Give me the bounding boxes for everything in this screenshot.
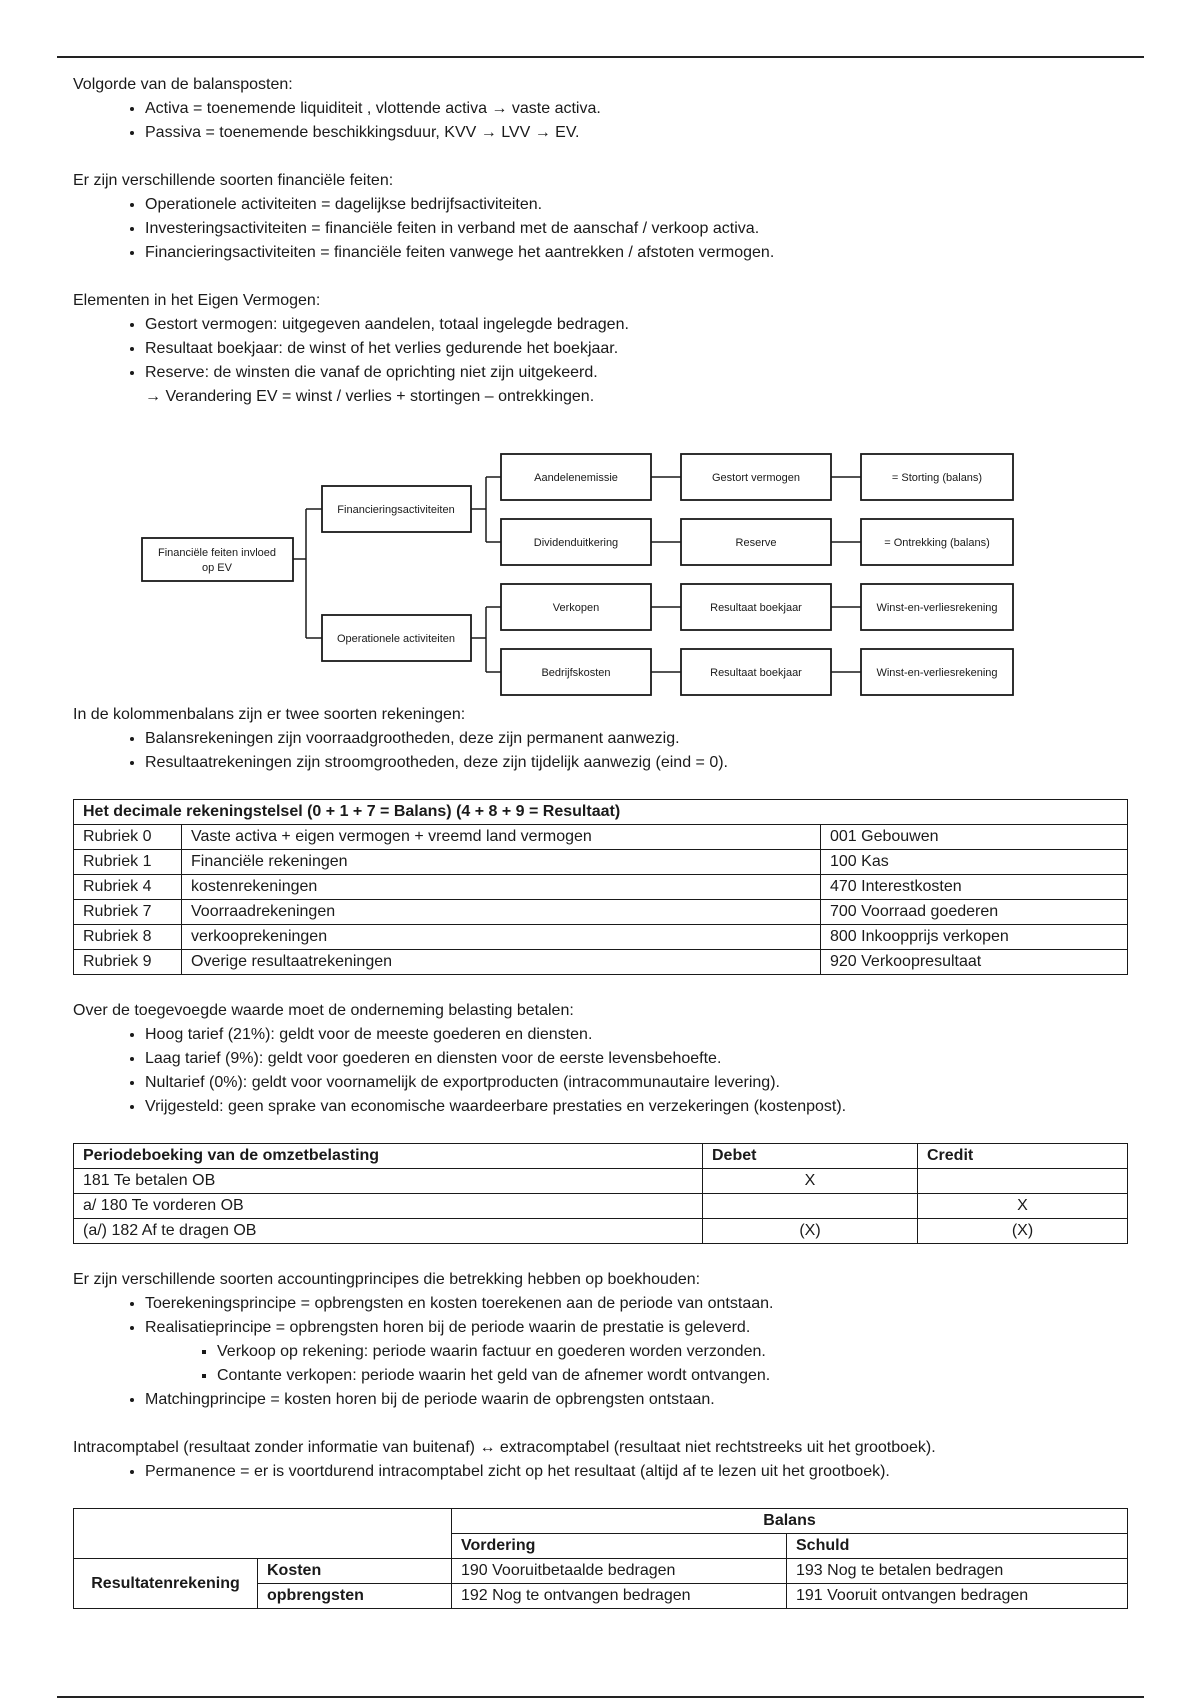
table-cell: Rubriek 9 xyxy=(74,950,182,975)
table-cell: X xyxy=(918,1194,1128,1219)
list-item: ▪ Verkoop op rekening: periode waarin factuur en goederen worden verzonden. xyxy=(217,1340,1133,1364)
table-row-label: opbrengsten xyxy=(258,1584,452,1609)
row4-a-label: Bedrijfskosten xyxy=(541,667,611,679)
list-item: • Reserve: de winsten die vanaf de oprichting niet zijn uitgekeerd. xyxy=(145,361,1133,385)
table-header-row xyxy=(74,1144,1128,1169)
table-cell: 181 Te betalen OB xyxy=(74,1169,703,1194)
document-body xyxy=(73,73,1133,1633)
balance-order-title: Volgorde van de balansposten: xyxy=(73,76,293,93)
accounts-list xyxy=(73,727,1133,775)
row1-a-label: Aandelenemissie xyxy=(534,472,618,484)
table-row xyxy=(74,950,1128,975)
table-cell: 920 Verkoopresultaat xyxy=(821,950,1128,975)
table-cell: kostenrekeningen xyxy=(182,875,821,900)
list-item: • Resultaat boekjaar: de winst of het verlies gedurende het boekjaar. xyxy=(145,337,1133,361)
table-header: Debet xyxy=(703,1144,918,1169)
row4-c-label: Winst-en-verliesrekening xyxy=(876,667,998,679)
table-row xyxy=(74,1509,1128,1534)
table-cell: Rubriek 0 xyxy=(74,825,182,850)
equity-diagram-svg xyxy=(0,433,1060,703)
table-row xyxy=(74,875,1128,900)
balance-order-list xyxy=(73,97,1133,145)
list-item: • Hoog tarief (21%): geldt voor de meeste goederen en diensten. xyxy=(145,1023,1133,1047)
list-item: • Gestort vermogen: uitgegeven aandelen, totaal ingelegde bedragen. xyxy=(145,313,1133,337)
row1-b-label: Gestort vermogen xyxy=(711,472,801,484)
root-box xyxy=(142,538,293,581)
table-cell: 190 Vooruitbetaalde bedragen xyxy=(452,1559,787,1584)
table-cell: (X) xyxy=(703,1219,918,1244)
financial-facts-title: Er zijn verschillende soorten financiële feiten: xyxy=(73,172,394,189)
list-item: ▪ Contante verkopen: periode waarin het geld van de afnemer wordt ontvangen. xyxy=(217,1364,1133,1388)
list-item: • Nultarief (0%): geldt voor voornamelijk de exportproducten (intracommunautaire levering). xyxy=(145,1071,1133,1095)
financial-facts-list xyxy=(73,193,1133,265)
table-header: Het decimale rekeningstelsel (0 + 1 + 7 = Balans) (4 + 8 + 9 = Resultaat) xyxy=(74,800,1128,825)
table-row-label: Kosten xyxy=(258,1559,452,1584)
table-row xyxy=(74,1194,1128,1219)
table-row xyxy=(74,825,1128,850)
accounts-title: In de kolommenbalans zijn er twee soorten rekeningen: xyxy=(73,706,466,723)
table-row xyxy=(74,900,1128,925)
equity-diagram xyxy=(0,433,1060,703)
row3-c-label: Winst-en-verliesrekening xyxy=(876,602,998,614)
list-item: • Activa = toenemende liquiditeit , vlottende activa → vaste activa. xyxy=(145,97,1133,121)
table-cell: Rubriek 7 xyxy=(74,900,182,925)
row3-b-label: Resultaat boekjaar xyxy=(710,602,802,614)
table-cell: 193 Nog te betalen bedragen xyxy=(787,1559,1128,1584)
list-item: • Investeringsactiviteiten = financiële feiten in verband met de aanschaf / verkoop activa. xyxy=(145,217,1133,241)
table-cell: Rubriek 1 xyxy=(74,850,182,875)
table-cell: Overige resultaatrekeningen xyxy=(182,950,821,975)
intra-list xyxy=(73,1460,1133,1484)
row2-a-label: Dividenduitkering xyxy=(533,537,619,549)
table-row xyxy=(74,1559,1128,1584)
table-cell: 800 Inkoopprijs verkopen xyxy=(821,925,1128,950)
table-row-label: Resultatenrekening xyxy=(74,1559,258,1609)
equity-change-note: → Verandering EV = winst / verlies + stortingen – ontrekkingen. xyxy=(145,388,595,405)
decimal-account-table xyxy=(73,799,1128,975)
table-cell: 191 Vooruit ontvangen bedragen xyxy=(787,1584,1128,1609)
table-cell: 192 Nog te ontvangen bedragen xyxy=(452,1584,787,1609)
list-item: • Matchingprincipe = kosten horen bij de periode waarin de opbrengsten ontstaan. xyxy=(145,1388,1133,1412)
table-cell: Voorraadrekeningen xyxy=(182,900,821,925)
vat-title: Over de toegevoegde waarde moet de onderneming belasting betalen: xyxy=(73,1002,574,1019)
table-header: Credit xyxy=(918,1144,1128,1169)
root-label: Financiële feiten invloed op EV xyxy=(157,547,277,574)
vat-list xyxy=(73,1023,1133,1119)
list-item: • Balansrekeningen zijn voorraadgrootheden, deze zijn permanent aanwezig. xyxy=(145,727,1133,751)
table-cell xyxy=(703,1194,918,1219)
principles-sublist xyxy=(73,1340,1133,1388)
table-cell: Vaste activa + eigen vermogen + vreemd land vermogen xyxy=(182,825,821,850)
table-row xyxy=(74,925,1128,950)
row3-a-label: Verkopen xyxy=(552,602,600,614)
table-row xyxy=(74,850,1128,875)
list-item: • Toerekeningsprincipe = opbrengsten en kosten toerekenen aan de periode van ontstaan. xyxy=(145,1292,1133,1316)
row2-c-label: = Ontrekking (balans) xyxy=(884,537,990,549)
row1-c-label: = Storting (balans) xyxy=(891,472,983,484)
table-cell: Financiële rekeningen xyxy=(182,850,821,875)
principles-list xyxy=(73,1292,1133,1340)
table-header: Vordering xyxy=(452,1534,787,1559)
table-header: Balans xyxy=(452,1509,1128,1534)
table-cell: X xyxy=(703,1169,918,1194)
equity-elements-list xyxy=(73,313,1133,385)
table-header: Schuld xyxy=(787,1534,1128,1559)
principles-list-end xyxy=(73,1388,1133,1412)
financing-label: Financieringsactiviteiten xyxy=(337,504,455,516)
list-item: • Resultaatrekeningen zijn stroomgrootheden, deze zijn tijdelijk aanwezig (eind = 0). xyxy=(145,751,1133,775)
list-item: • Laag tarief (9%): geldt voor goederen en diensten voor de eerste levensbehoefte. xyxy=(145,1047,1133,1071)
top-rule xyxy=(57,56,1144,58)
table-cell: verkooprekeningen xyxy=(182,925,821,950)
table-cell: a/ 180 Te vorderen OB xyxy=(74,1194,703,1219)
list-item: • Permanence = er is voortdurend intracomptabel zicht op het resultaat (altijd af te lezen uit het grootboek). xyxy=(145,1460,1133,1484)
table-cell: 700 Voorraad goederen xyxy=(821,900,1128,925)
table-cell: 100 Kas xyxy=(821,850,1128,875)
empty-cell xyxy=(74,1509,452,1559)
table-cell: Rubriek 4 xyxy=(74,875,182,900)
table-row xyxy=(74,1169,1128,1194)
accruals-table xyxy=(73,1508,1128,1609)
row4-b-label: Resultaat boekjaar xyxy=(710,667,802,679)
list-item: • Financieringsactiviteiten = financiële feiten vanwege het aantrekken / afstoten vermogen. xyxy=(145,241,1133,265)
equity-elements-title: Elementen in het Eigen Vermogen: xyxy=(73,292,321,309)
principles-title: Er zijn verschillende soorten accountingprincipes die betrekking hebben op boekhouden: xyxy=(73,1271,701,1288)
table-cell: (X) xyxy=(918,1219,1128,1244)
row2-b-label: Reserve xyxy=(735,537,777,549)
operational-label: Operationele activiteiten xyxy=(336,633,456,645)
table-cell xyxy=(918,1169,1128,1194)
table-cell: (a/) 182 Af te dragen OB xyxy=(74,1219,703,1244)
vat-booking-table xyxy=(73,1143,1128,1244)
list-item: • Passiva = toenemende beschikkingsduur, KVV → LVV → EV. xyxy=(145,121,1133,145)
table-cell: 001 Gebouwen xyxy=(821,825,1128,850)
table-cell: Rubriek 8 xyxy=(74,925,182,950)
bottom-rule xyxy=(57,1696,1144,1698)
list-item: • Vrijgesteld: geen sprake van economische waardeerbare prestaties en verzekeringen (kostenpost). xyxy=(145,1095,1133,1119)
table-cell: 470 Interestkosten xyxy=(821,875,1128,900)
intra-extra-line: Intracomptabel (resultaat zonder informatie van buitenaf) ↔ extracomptabel (resultaat niet rechtstreeks uit het grootboek). xyxy=(73,1439,936,1456)
list-item: • Realisatieprincipe = opbrengsten horen bij de periode waarin de prestatie is geleverd. xyxy=(145,1316,1133,1340)
list-item: • Operationele activiteiten = dagelijkse bedrijfsactiviteiten. xyxy=(145,193,1133,217)
table-row xyxy=(74,1219,1128,1244)
table-header: Periodeboeking van de omzetbelasting xyxy=(74,1144,703,1169)
